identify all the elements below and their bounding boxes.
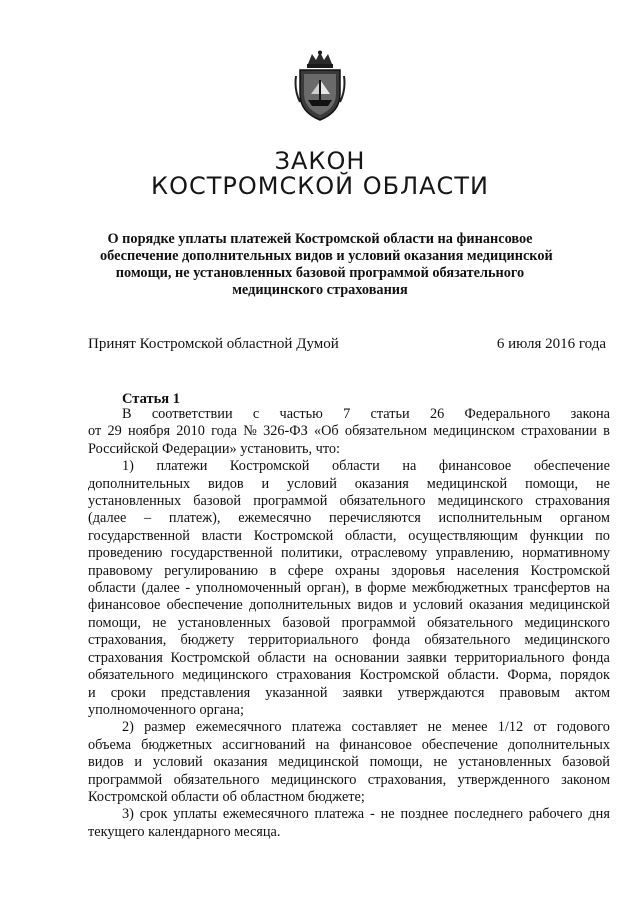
article-word: основании (334, 649, 400, 666)
article-word: медицинского (270, 771, 357, 788)
article-word: страхования (535, 493, 610, 510)
article-word: страхования (276, 667, 352, 684)
article-word: закона (570, 406, 610, 422)
article-word: регулированию (164, 562, 259, 579)
article-word: порядок (560, 667, 610, 684)
article-word: программой (253, 493, 328, 510)
article-word: финансовое (438, 458, 512, 475)
article-word: В (122, 406, 132, 422)
article-line (88, 737, 610, 754)
article-word: функции (529, 527, 584, 544)
article-word: 26 (429, 406, 445, 422)
article-line (88, 510, 610, 527)
article-word: исполнительным (438, 510, 543, 527)
article-word: межбюджетных (411, 580, 509, 597)
article-word: государственной (170, 545, 273, 562)
article-word: условий (413, 597, 463, 614)
article-line (88, 406, 610, 423)
article-word: 1) (122, 458, 134, 475)
article-word: ежемесячного (222, 806, 309, 823)
article-word: уполномоченного органа; (88, 701, 244, 718)
article-word: на (402, 458, 417, 475)
article-word: на (315, 736, 330, 753)
article-heading: Статья 1 (122, 391, 180, 407)
article-word: платеж), (168, 510, 221, 527)
article-word: и (261, 475, 270, 492)
article-word: на (313, 649, 328, 666)
article-word: - (369, 806, 375, 823)
article-word: составляет (351, 719, 418, 736)
article-word: 2) (122, 719, 134, 736)
article-word: сфере (287, 562, 324, 579)
article-word: в (603, 423, 610, 440)
article-word: видов (88, 754, 124, 771)
article-word: в (354, 580, 362, 597)
subject-line: О порядке уплаты платежей Костромской области на финансовое (107, 231, 533, 247)
article-word: законом (561, 771, 610, 788)
article-word: на (595, 580, 610, 597)
article-word: Костромской (530, 562, 610, 579)
article-word: программой (341, 614, 416, 631)
article-word: объема (88, 736, 132, 753)
article-word: медицинской (426, 475, 508, 492)
article-word: страхования, (88, 632, 167, 649)
article-word: медицинской (278, 754, 359, 771)
article-line (88, 632, 610, 649)
subject-line: медицинского страхования (232, 282, 408, 298)
article-word: медицинском (433, 423, 515, 440)
article-word: не (427, 719, 442, 736)
article-word: (далее (88, 510, 127, 527)
article-word: обязательного (424, 632, 511, 649)
article-word: базовой (562, 754, 610, 771)
article-word: дополнительных (507, 736, 610, 753)
article-word: не (595, 475, 610, 492)
article-word: ноября (127, 423, 171, 440)
article-word: населения (456, 562, 519, 579)
article-word: обязательного (427, 614, 514, 631)
region-title: КОСТРОМСКОЙ ОБЛАСТИ (151, 172, 489, 200)
article-line (88, 597, 610, 614)
article-word: последнего (454, 806, 523, 823)
article-word: 1/12 (497, 719, 524, 736)
article-word: помощи, (369, 754, 423, 771)
article-word: платежа (291, 719, 342, 736)
article-word: бюджету (180, 632, 235, 649)
article-word: Российской Федерации» установить, что: (88, 440, 341, 457)
article-word: управлению, (435, 545, 514, 562)
article-word: указанной (265, 684, 328, 701)
article-word: в (269, 562, 277, 579)
subject-line: помощи, не установленных базовой программой обязательного (115, 265, 525, 281)
article-line (88, 580, 610, 597)
article-word: не (433, 754, 448, 771)
article-word: медицинского (524, 632, 610, 649)
article-word: заявки (342, 684, 383, 701)
article-word: не (152, 614, 167, 631)
article-word: медицинского (182, 667, 268, 684)
article-line (88, 493, 610, 510)
article-word: условий (287, 475, 337, 492)
article-word: финансовое (88, 597, 161, 614)
article-word: 3) (122, 806, 134, 823)
article-line (88, 667, 610, 684)
article-word: программой (88, 771, 163, 788)
article-word: утверждаются (397, 684, 485, 701)
article-word: Форма, (507, 667, 552, 684)
article-word: медицинской (529, 597, 610, 614)
article-word: Федерального (464, 406, 551, 422)
article-word: заявки (406, 649, 447, 666)
article-word: и (399, 597, 407, 614)
article-line (88, 754, 610, 771)
article-word: соответствии (151, 406, 233, 422)
article-line (88, 824, 610, 841)
article-word: обязательного (88, 667, 174, 684)
article-word: обеспечение (533, 458, 610, 475)
article-line (88, 719, 610, 736)
adoption-date: 6 июля 2016 года (496, 336, 606, 352)
article-word: представления (160, 684, 251, 701)
article-word: осуществляющим (408, 527, 518, 544)
article-word: менее (451, 719, 488, 736)
article-word: политики, (281, 545, 343, 562)
article-word: уполномоченный (195, 580, 302, 597)
article-word: фонда (572, 649, 610, 666)
article-word: перечисляются (328, 510, 421, 527)
article-word: области, (345, 527, 397, 544)
article-word: «Об (313, 423, 339, 440)
article-word: дня (588, 806, 610, 823)
article-word: частью (279, 406, 323, 422)
article-word: медицинского (524, 614, 610, 631)
article-word: помощи, (88, 614, 141, 631)
article-word: по (595, 527, 610, 544)
article-word: установленных (177, 614, 271, 631)
article-word: платежа (314, 806, 365, 823)
article-line (88, 806, 610, 823)
law-subject (100, 231, 553, 299)
article-word: фонда (372, 632, 411, 649)
article-word: текущего календарного месяца. (88, 823, 281, 840)
article-word: области. (447, 667, 499, 684)
article-word: страхования (88, 649, 163, 666)
law-title: ЗАКОН (274, 147, 366, 175)
article-word: оказания (213, 754, 268, 771)
article-word: срок (139, 806, 168, 823)
article-word: от (88, 423, 102, 440)
article-line (88, 441, 610, 458)
article-word: от (533, 719, 547, 736)
article-word: статьи (370, 406, 410, 422)
article-word: Костромской (170, 649, 250, 666)
article-word: 29 (107, 423, 122, 440)
article-word: и (88, 684, 96, 701)
article-line (88, 563, 610, 580)
article-word: дополнительных (248, 597, 352, 614)
article-word: видов (357, 597, 393, 614)
article-word: и (134, 754, 143, 771)
adopted-by: Принят Костромской областной Думой (88, 336, 339, 352)
article-word: позднее (400, 806, 449, 823)
article-word: - (185, 580, 191, 597)
article-word: проведению (88, 545, 163, 562)
article-line (88, 545, 610, 562)
article-word: видов (208, 475, 244, 492)
article-word: Костромской (229, 458, 310, 475)
coat-of-arms-icon (294, 50, 346, 122)
subject-line: обеспечение дополнительных видов и условий оказания медицинской (100, 248, 553, 264)
article-word: правовому (88, 562, 153, 579)
article-word: – (144, 510, 152, 527)
article-word: обязательном (344, 423, 428, 440)
article-line (88, 528, 610, 545)
article-word: размер (144, 719, 186, 736)
article-line (88, 772, 610, 789)
article-word: нормативному (521, 545, 610, 562)
article-word: Костромской области об областном бюджете; (88, 788, 365, 805)
article-word: ассигнований (222, 736, 306, 753)
article-word: года (211, 423, 237, 440)
article-word: ежемесячного (195, 719, 282, 736)
article-word: трансфертов (513, 580, 591, 597)
article-word: ежемесячно (238, 510, 312, 527)
article-word: помощи, (525, 475, 579, 492)
article-word: Костромской (359, 667, 440, 684)
article-word: области (257, 649, 306, 666)
article-word: 2010 (176, 423, 205, 440)
article-word: охраны (334, 562, 380, 579)
article-word: базовой (193, 493, 242, 510)
article-word: Костромской (253, 527, 334, 544)
article-line (88, 789, 610, 806)
article-word: 7 (343, 406, 351, 422)
article-word: обеспечение (421, 736, 498, 753)
article-word: дополнительных (88, 475, 191, 492)
article-word: территориального (454, 649, 565, 666)
article-word: № (243, 423, 257, 440)
article-word: (далее (141, 580, 180, 597)
article-word: уплаты (173, 806, 218, 823)
article-word: обязательного (173, 771, 260, 788)
article-word: обеспечение (166, 597, 243, 614)
article-word: актом (574, 684, 610, 701)
article-word: оказания (354, 475, 409, 492)
article-word: страхования, (367, 771, 447, 788)
article-word: государственной (88, 527, 190, 544)
article-word: финансовое (339, 736, 412, 753)
article-word: территориального (248, 632, 359, 649)
article-line (88, 458, 610, 475)
article-word: 326-ФЗ (263, 423, 308, 440)
article-word: правовым (499, 684, 560, 701)
article-word: годового (556, 719, 610, 736)
article-word: базовой (282, 614, 331, 631)
article-word: области (88, 580, 136, 597)
article-line (88, 423, 610, 440)
article-word: установленных (88, 493, 182, 510)
article-word: здоровья (391, 562, 446, 579)
article-word: бюджетных (141, 736, 213, 753)
article-word: форме (367, 580, 407, 597)
article-word: с (252, 406, 260, 422)
article-line (88, 702, 610, 719)
article-word: условий (152, 754, 203, 771)
article-word: страховании (521, 423, 597, 440)
article-line (88, 685, 610, 702)
article-word: отраслевому (350, 545, 428, 562)
article-word: обязательного (339, 493, 426, 510)
article-word: оказания (469, 597, 524, 614)
article-line (88, 476, 610, 493)
article-word: установленных (458, 754, 552, 771)
article-word: органом (559, 510, 610, 527)
article-word: рабочего (528, 806, 583, 823)
article-word: власти (201, 527, 242, 544)
article-word: платежи (156, 458, 208, 475)
article-word: не (380, 806, 395, 823)
article-word: области (332, 458, 380, 475)
article-body (88, 406, 610, 841)
article-word: орган), (306, 580, 350, 597)
article-line (88, 650, 610, 667)
article-word: утвержденного (457, 771, 550, 788)
article-word: сроки (110, 684, 146, 701)
article-word: медицинского (437, 493, 524, 510)
article-line (88, 615, 610, 632)
